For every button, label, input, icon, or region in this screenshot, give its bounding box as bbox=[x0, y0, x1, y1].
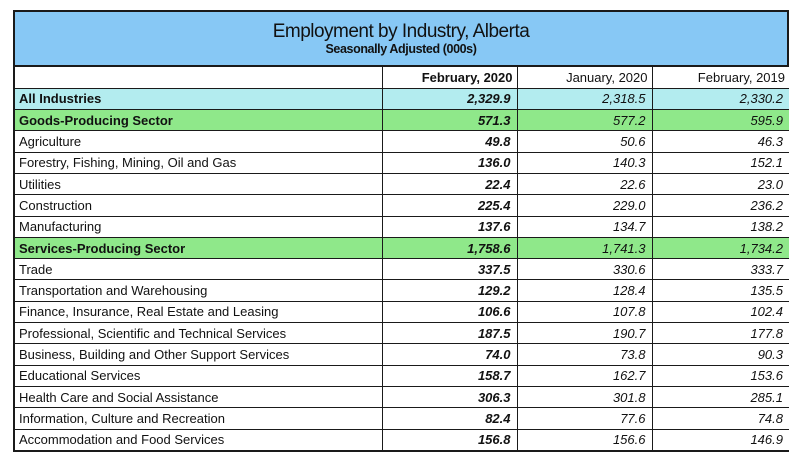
value-jan-2020: 156.6 bbox=[517, 429, 652, 450]
value-jan-2020: 162.7 bbox=[517, 365, 652, 386]
row-label: Professional, Scientific and Technical Services bbox=[15, 323, 382, 344]
column-header-feb-2019: February, 2019 bbox=[652, 67, 789, 88]
table-row bbox=[15, 386, 789, 407]
value-jan-2020: 50.6 bbox=[517, 131, 652, 152]
table-title: Employment by Industry, Alberta bbox=[272, 21, 530, 42]
table-row bbox=[15, 131, 789, 152]
value-feb-2020: 337.5 bbox=[382, 259, 517, 280]
row-label: Manufacturing bbox=[15, 216, 382, 237]
row-label: Goods-Producing Sector bbox=[15, 110, 382, 131]
value-feb-2019: 102.4 bbox=[652, 301, 789, 322]
value-jan-2020: 1,741.3 bbox=[517, 237, 652, 258]
value-jan-2020: 330.6 bbox=[517, 259, 652, 280]
value-jan-2020: 128.4 bbox=[517, 280, 652, 301]
value-feb-2019: 46.3 bbox=[652, 131, 789, 152]
value-jan-2020: 577.2 bbox=[517, 110, 652, 131]
table-row bbox=[15, 195, 789, 216]
value-feb-2019: 146.9 bbox=[652, 429, 789, 450]
value-feb-2020: 129.2 bbox=[382, 280, 517, 301]
value-feb-2019: 90.3 bbox=[652, 344, 789, 365]
row-label: Transportation and Warehousing bbox=[15, 280, 382, 301]
table-row bbox=[15, 344, 789, 365]
value-feb-2019: 333.7 bbox=[652, 259, 789, 280]
column-header-label bbox=[15, 67, 382, 88]
table-row bbox=[15, 301, 789, 322]
table-row bbox=[15, 365, 789, 386]
row-label: Agriculture bbox=[15, 131, 382, 152]
value-jan-2020: 190.7 bbox=[517, 323, 652, 344]
value-feb-2019: 595.9 bbox=[652, 110, 789, 131]
row-label: Forestry, Fishing, Mining, Oil and Gas bbox=[15, 152, 382, 173]
employment-table bbox=[13, 10, 789, 452]
data-grid bbox=[15, 67, 789, 450]
value-jan-2020: 301.8 bbox=[517, 386, 652, 407]
table-title-block bbox=[15, 12, 787, 67]
row-label: Accommodation and Food Services bbox=[15, 429, 382, 450]
table-row bbox=[15, 259, 789, 280]
value-feb-2020: 158.7 bbox=[382, 365, 517, 386]
value-feb-2019: 23.0 bbox=[652, 173, 789, 194]
value-feb-2020: 225.4 bbox=[382, 195, 517, 216]
row-label: Health Care and Social Assistance bbox=[15, 386, 382, 407]
row-label: Construction bbox=[15, 195, 382, 216]
value-feb-2020: 1,758.6 bbox=[382, 237, 517, 258]
value-feb-2019: 236.2 bbox=[652, 195, 789, 216]
value-jan-2020: 77.6 bbox=[517, 408, 652, 429]
value-feb-2020: 49.8 bbox=[382, 131, 517, 152]
row-label: All Industries bbox=[15, 88, 382, 109]
table-row bbox=[15, 173, 789, 194]
value-feb-2020: 137.6 bbox=[382, 216, 517, 237]
value-feb-2020: 2,329.9 bbox=[382, 88, 517, 109]
value-feb-2020: 22.4 bbox=[382, 173, 517, 194]
value-jan-2020: 229.0 bbox=[517, 195, 652, 216]
value-jan-2020: 134.7 bbox=[517, 216, 652, 237]
value-jan-2020: 107.8 bbox=[517, 301, 652, 322]
column-header-feb-2020: February, 2020 bbox=[382, 67, 517, 88]
value-feb-2020: 306.3 bbox=[382, 386, 517, 407]
table-row bbox=[15, 408, 789, 429]
value-feb-2020: 156.8 bbox=[382, 429, 517, 450]
value-feb-2020: 187.5 bbox=[382, 323, 517, 344]
table-row bbox=[15, 152, 789, 173]
value-feb-2020: 136.0 bbox=[382, 152, 517, 173]
row-label: Utilities bbox=[15, 173, 382, 194]
value-jan-2020: 2,318.5 bbox=[517, 88, 652, 109]
value-feb-2020: 82.4 bbox=[382, 408, 517, 429]
value-feb-2019: 285.1 bbox=[652, 386, 789, 407]
value-feb-2020: 74.0 bbox=[382, 344, 517, 365]
table-row bbox=[15, 280, 789, 301]
table-row bbox=[15, 323, 789, 344]
value-feb-2019: 74.8 bbox=[652, 408, 789, 429]
row-label: Services-Producing Sector bbox=[15, 237, 382, 258]
value-feb-2019: 153.6 bbox=[652, 365, 789, 386]
value-feb-2019: 2,330.2 bbox=[652, 88, 789, 109]
table-subtitle: Seasonally Adjusted (000s) bbox=[325, 42, 477, 56]
column-header-row bbox=[15, 67, 789, 88]
value-feb-2019: 152.1 bbox=[652, 152, 789, 173]
value-jan-2020: 140.3 bbox=[517, 152, 652, 173]
column-header-jan-2020: January, 2020 bbox=[517, 67, 652, 88]
row-label: Educational Services bbox=[15, 365, 382, 386]
row-label: Trade bbox=[15, 259, 382, 280]
table-row bbox=[15, 429, 789, 450]
value-jan-2020: 22.6 bbox=[517, 173, 652, 194]
value-feb-2019: 135.5 bbox=[652, 280, 789, 301]
value-feb-2020: 571.3 bbox=[382, 110, 517, 131]
row-label: Business, Building and Other Support Services bbox=[15, 344, 382, 365]
table-row bbox=[15, 88, 789, 109]
value-jan-2020: 73.8 bbox=[517, 344, 652, 365]
table-row bbox=[15, 216, 789, 237]
table-row bbox=[15, 237, 789, 258]
row-label: Information, Culture and Recreation bbox=[15, 408, 382, 429]
table-row bbox=[15, 110, 789, 131]
value-feb-2019: 177.8 bbox=[652, 323, 789, 344]
value-feb-2020: 106.6 bbox=[382, 301, 517, 322]
value-feb-2019: 1,734.2 bbox=[652, 237, 789, 258]
value-feb-2019: 138.2 bbox=[652, 216, 789, 237]
row-label: Finance, Insurance, Real Estate and Leasing bbox=[15, 301, 382, 322]
